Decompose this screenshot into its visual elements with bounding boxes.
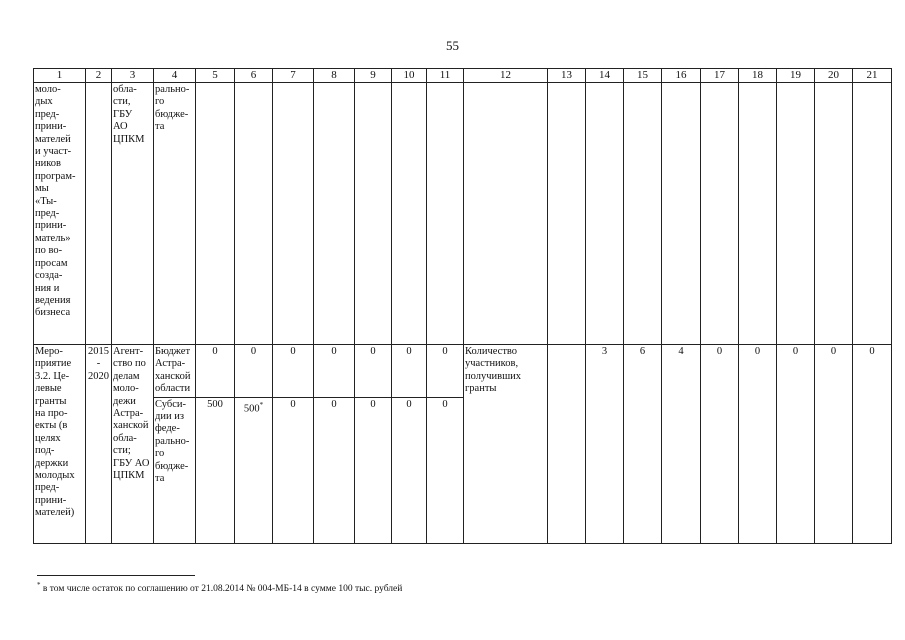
col-num-10: 10: [392, 69, 427, 83]
target-cell: 4: [662, 345, 701, 544]
value-cell: 0: [355, 345, 392, 398]
col-num-12: 12: [464, 69, 548, 83]
value-cell: 0: [196, 345, 235, 398]
footnote: [37, 581, 402, 594]
target-cell: 0: [777, 345, 815, 544]
col-num-16: 16: [662, 69, 701, 83]
col-num-7: 7: [273, 69, 314, 83]
target-cell: 0: [853, 345, 892, 544]
cont-source-cell: рально- го бюдже- та: [154, 83, 196, 345]
value-cell: 0: [314, 345, 355, 398]
value-cell: 0: [314, 397, 355, 543]
col-num-13: 13: [548, 69, 586, 83]
page-number: 55: [446, 38, 459, 53]
footnote-mark: *: [259, 400, 264, 409]
col-num-6: 6: [235, 69, 273, 83]
column-number-row: [34, 69, 892, 83]
cont-name-cell: моло- дых пред- прини- мателей и участ- ников програм- мы «Ты- пред- прини- матель» по во- просам созда- ния и ведения бизнеса: [34, 83, 86, 345]
col-num-20: 20: [815, 69, 853, 83]
col-num-11: 11: [427, 69, 464, 83]
value-cell: [235, 397, 273, 543]
footnote-marker: *: [37, 581, 41, 589]
col-num-1: 1: [34, 69, 86, 83]
source-federal-cell: Субси- дии из феде- рально- го бюдже- та: [154, 397, 196, 543]
value-cell: 0: [392, 345, 427, 398]
value-text: 500: [243, 403, 260, 415]
col-num-15: 15: [624, 69, 662, 83]
source-regional-cell: Бюджет Астра- ханской области: [154, 345, 196, 398]
col-num-2: 2: [86, 69, 112, 83]
col-num-21: 21: [853, 69, 892, 83]
target-cell: 0: [739, 345, 777, 544]
target-cell: [548, 345, 586, 544]
col-num-18: 18: [739, 69, 777, 83]
col-num-19: 19: [777, 69, 815, 83]
data-table: [33, 68, 892, 544]
target-cell: 6: [624, 345, 662, 544]
col-num-5: 5: [196, 69, 235, 83]
measure-row-regional: [34, 345, 892, 398]
measure-period-cell: 2015 - 2020: [86, 345, 112, 544]
value-cell: 0: [427, 397, 464, 543]
cont-executor-cell: обла- сти, ГБУ АО ЦПКМ: [112, 83, 154, 345]
target-cell: 3: [586, 345, 624, 544]
value-cell: 0: [273, 397, 314, 543]
indicator-cell: Количество участников, получивших гранты: [464, 345, 548, 544]
col-num-4: 4: [154, 69, 196, 83]
value-cell: 0: [427, 345, 464, 398]
target-cell: 0: [701, 345, 739, 544]
col-num-8: 8: [314, 69, 355, 83]
continuation-row: [34, 83, 892, 345]
col-num-9: 9: [355, 69, 392, 83]
col-num-14: 14: [586, 69, 624, 83]
value-cell: 0: [355, 397, 392, 543]
footnote-text: в том числе остаток по соглашению от 21.08.2014 № 004-МБ-14 в сумме 100 тыс. рублей: [42, 584, 403, 595]
measure-name-cell: Меро- приятие 3.2. Це- левые гранты на про- екты (в целях под- держки молодых пред- прини- мателей): [34, 345, 86, 544]
measure-executor-cell: Агент- ство по делам моло- дежи Астра- ханской обла- сти; ГБУ АО ЦПКМ: [112, 345, 154, 544]
col-num-17: 17: [701, 69, 739, 83]
value-cell: 500: [196, 397, 235, 543]
col-num-3: 3: [112, 69, 154, 83]
footnote-divider: [37, 575, 195, 576]
target-cell: 0: [815, 345, 853, 544]
value-cell: 0: [273, 345, 314, 398]
value-cell: 0: [235, 345, 273, 398]
value-cell: 0: [392, 397, 427, 543]
